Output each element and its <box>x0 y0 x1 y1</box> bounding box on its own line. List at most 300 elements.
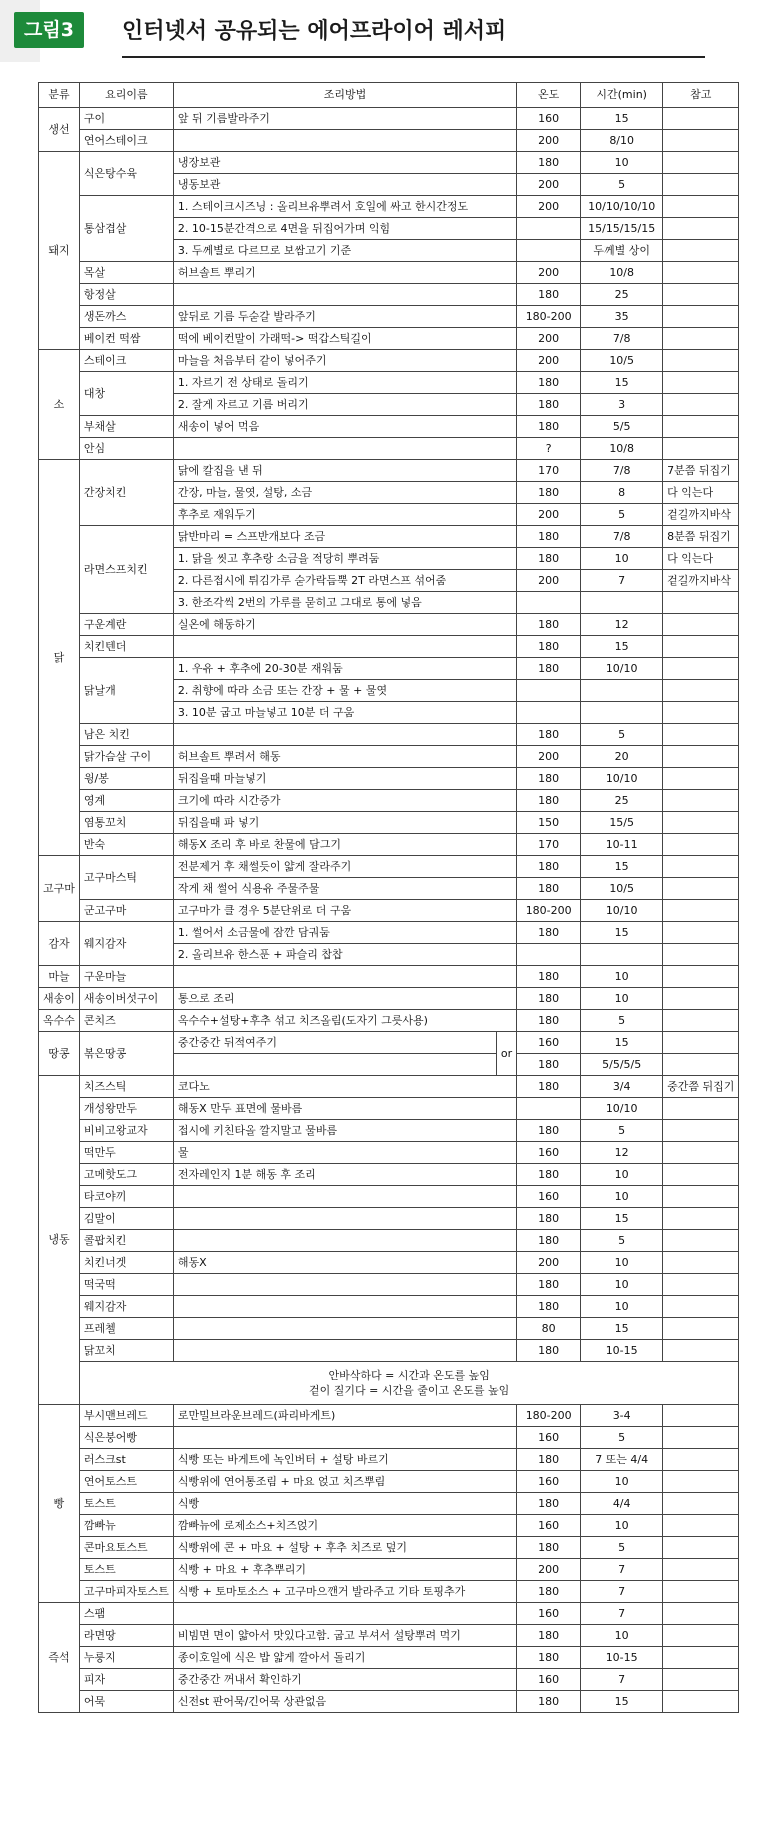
temp-cell: 180 <box>517 1274 581 1296</box>
time-cell: 15 <box>581 372 663 394</box>
table-row <box>39 1230 739 1252</box>
table-row <box>39 1032 739 1054</box>
table-row <box>39 1098 739 1120</box>
note-cell <box>663 1186 739 1208</box>
time-cell: 15 <box>581 856 663 878</box>
method-cell: 접시에 키친타올 깔지말고 물바름 <box>173 1120 516 1142</box>
category-cell: 생선 <box>39 108 80 152</box>
recipe-table-wrap <box>38 82 739 1713</box>
method-cell <box>173 1054 496 1076</box>
note-cell <box>663 614 739 636</box>
note-cell <box>663 350 739 372</box>
method-cell: 3. 두께별로 다르므로 보쌈고기 기준 <box>173 240 516 262</box>
method-cell: 닭에 칼집을 낸 뒤 <box>173 460 516 482</box>
time-cell: 10 <box>581 548 663 570</box>
temp-cell: 200 <box>517 350 581 372</box>
time-cell: 10/10 <box>581 900 663 922</box>
temp-cell: 180 <box>517 1164 581 1186</box>
time-cell: 7/8 <box>581 460 663 482</box>
method-cell <box>173 1427 516 1449</box>
table-row <box>39 1449 739 1471</box>
category-cell: 돼지 <box>39 152 80 350</box>
time-cell: 15/15/15/15 <box>581 218 663 240</box>
recipe-table <box>38 82 739 1713</box>
table-row <box>39 724 739 746</box>
temp-cell: 200 <box>517 1252 581 1274</box>
temp-cell <box>517 240 581 262</box>
note-cell <box>663 856 739 878</box>
table-row <box>39 856 739 878</box>
time-cell: 5/5 <box>581 416 663 438</box>
dish-name-cell: 치즈스틱 <box>79 1076 173 1098</box>
time-cell: 10-15 <box>581 1340 663 1362</box>
dish-name-cell: 비비고왕교자 <box>79 1120 173 1142</box>
note-cell <box>663 1515 739 1537</box>
table-row <box>39 900 739 922</box>
method-cell <box>173 966 516 988</box>
method-cell <box>173 438 516 460</box>
time-cell: 10-15 <box>581 1647 663 1669</box>
dish-name-cell: 부시맨브레드 <box>79 1405 173 1427</box>
dish-name-cell: 대창 <box>79 372 173 416</box>
time-cell: 25 <box>581 790 663 812</box>
note-cell: 중간쯤 뒤집기 <box>663 1076 739 1098</box>
dish-name-cell: 웨지감자 <box>79 922 173 966</box>
note-cell <box>663 1120 739 1142</box>
time-cell: 10 <box>581 966 663 988</box>
dish-name-cell: 연어토스트 <box>79 1471 173 1493</box>
header-category: 분류 <box>39 83 80 108</box>
note-cell <box>663 1427 739 1449</box>
temp-cell: 160 <box>517 1186 581 1208</box>
table-row <box>39 262 739 284</box>
note-cell <box>663 878 739 900</box>
time-cell: 10 <box>581 1515 663 1537</box>
method-cell <box>173 284 516 306</box>
table-row <box>39 1186 739 1208</box>
note-cell <box>663 130 739 152</box>
dish-name-cell: 닭꼬치 <box>79 1340 173 1362</box>
dish-name-cell: 새송이버섯구이 <box>79 988 173 1010</box>
note-cell <box>663 1318 739 1340</box>
method-cell: 비빔면 면이 얇아서 맛있다고함. 굽고 부셔서 설탕뿌려 먹기 <box>173 1625 516 1647</box>
table-row <box>39 284 739 306</box>
temp-cell: 180 <box>517 1537 581 1559</box>
note-cell: 7분쯤 뒤집기 <box>663 460 739 482</box>
method-cell: 냉장보관 <box>173 152 516 174</box>
dish-name-cell: 프레첼 <box>79 1318 173 1340</box>
time-cell: 10 <box>581 1186 663 1208</box>
method-cell: 물 <box>173 1142 516 1164</box>
time-cell: 5 <box>581 724 663 746</box>
temp-cell: 180 <box>517 636 581 658</box>
temp-cell: 80 <box>517 1318 581 1340</box>
temp-cell: 200 <box>517 196 581 218</box>
method-cell: 코다노 <box>173 1076 516 1098</box>
table-header-row <box>39 83 739 108</box>
time-cell: 15 <box>581 636 663 658</box>
dish-name-cell: 라면땅 <box>79 1625 173 1647</box>
method-cell: 식빵 또는 바게트에 녹인버터 + 설탕 바르기 <box>173 1449 516 1471</box>
time-cell: 15 <box>581 1691 663 1713</box>
time-cell: 7 <box>581 1603 663 1625</box>
temp-cell: 180 <box>517 548 581 570</box>
table-row <box>39 636 739 658</box>
table-row <box>39 746 739 768</box>
temp-cell: 180-200 <box>517 306 581 328</box>
temp-cell: 180 <box>517 1054 581 1076</box>
dish-name-cell: 콘마요토스트 <box>79 1537 173 1559</box>
dish-name-cell: 타코야끼 <box>79 1186 173 1208</box>
time-cell: 25 <box>581 284 663 306</box>
time-cell: 10 <box>581 1252 663 1274</box>
temp-cell: 180 <box>517 1208 581 1230</box>
time-cell: 10 <box>581 1625 663 1647</box>
table-row <box>39 328 739 350</box>
temp-cell: 180 <box>517 658 581 680</box>
time-cell: 5 <box>581 504 663 526</box>
time-cell: 10/10 <box>581 1098 663 1120</box>
temp-cell: 160 <box>517 1471 581 1493</box>
time-cell: 12 <box>581 1142 663 1164</box>
note-cell: 겉길까지바삭 <box>663 570 739 592</box>
or-marker: or <box>496 1032 516 1076</box>
note-cell <box>663 812 739 834</box>
note-cell <box>663 152 739 174</box>
note-cell <box>663 702 739 724</box>
dish-name-cell: 윙/봉 <box>79 768 173 790</box>
temp-cell: 160 <box>517 1142 581 1164</box>
note-cell <box>663 416 739 438</box>
temp-cell: 180 <box>517 1230 581 1252</box>
note-cell <box>663 1010 739 1032</box>
method-cell <box>173 1296 516 1318</box>
dish-name-cell: 콘치즈 <box>79 1010 173 1032</box>
tip-row <box>39 1362 739 1405</box>
header-note: 참고 <box>663 83 739 108</box>
dish-name-cell: 염통꼬치 <box>79 812 173 834</box>
time-cell <box>581 944 663 966</box>
dish-name-cell: 고구마스틱 <box>79 856 173 900</box>
temp-cell: 160 <box>517 1669 581 1691</box>
temp-cell: 180 <box>517 856 581 878</box>
dish-name-cell: 구이 <box>79 108 173 130</box>
dish-name-cell: 생돈까스 <box>79 306 173 328</box>
note-cell <box>663 108 739 130</box>
time-cell: 5/5/5/5 <box>581 1054 663 1076</box>
note-cell <box>663 988 739 1010</box>
note-cell <box>663 1142 739 1164</box>
note-cell <box>663 262 739 284</box>
temp-cell: 150 <box>517 812 581 834</box>
method-cell: 고구마가 클 경우 5분단위로 더 구움 <box>173 900 516 922</box>
category-cell: 옥수수 <box>39 1010 80 1032</box>
dish-name-cell: 라면스프치킨 <box>79 526 173 614</box>
table-row <box>39 988 739 1010</box>
table-row <box>39 1340 739 1362</box>
header-time: 시간(min) <box>581 83 663 108</box>
temp-cell: 200 <box>517 1559 581 1581</box>
method-cell: 1. 스테이크시즈닝 : 올리브유뿌려서 호일에 싸고 한시간정도 <box>173 196 516 218</box>
time-cell <box>581 592 663 614</box>
note-cell <box>663 1537 739 1559</box>
time-cell: 15 <box>581 1318 663 1340</box>
method-cell: 3. 한조각씩 2번의 가루를 묻히고 그대로 통에 넣음 <box>173 592 516 614</box>
table-row <box>39 1120 739 1142</box>
temp-cell: 180 <box>517 1647 581 1669</box>
note-cell <box>663 680 739 702</box>
time-cell: 10 <box>581 988 663 1010</box>
table-row <box>39 130 739 152</box>
dish-name-cell: 반숙 <box>79 834 173 856</box>
table-row <box>39 658 739 680</box>
temp-cell: 180 <box>517 394 581 416</box>
dish-name-cell: 연어스테이크 <box>79 130 173 152</box>
time-cell: 10 <box>581 1471 663 1493</box>
note-cell <box>663 394 739 416</box>
dish-name-cell: 피자 <box>79 1669 173 1691</box>
temp-cell <box>517 702 581 724</box>
dish-name-cell: 러스크st <box>79 1449 173 1471</box>
temp-cell: 180 <box>517 526 581 548</box>
time-cell <box>581 702 663 724</box>
dish-name-cell: 누룽지 <box>79 1647 173 1669</box>
dish-name-cell: 토스트 <box>79 1559 173 1581</box>
table-row <box>39 1274 739 1296</box>
category-cell: 냉동 <box>39 1076 80 1405</box>
note-cell <box>663 1098 739 1120</box>
dish-name-cell: 어묵 <box>79 1691 173 1713</box>
method-cell: 3. 10분 굽고 마늘넣고 10분 더 구움 <box>173 702 516 724</box>
dish-name-cell: 식은탕수육 <box>79 152 173 196</box>
method-cell: 2. 올리브유 한스푼 + 파슬리 찹찹 <box>173 944 516 966</box>
time-cell: 15/5 <box>581 812 663 834</box>
table-row <box>39 1427 739 1449</box>
note-cell <box>663 1164 739 1186</box>
dish-name-cell: 식은붕어빵 <box>79 1427 173 1449</box>
temp-cell: 200 <box>517 130 581 152</box>
table-row <box>39 306 739 328</box>
method-cell: 종이호일에 식은 밥 얇게 깔아서 돌리기 <box>173 1647 516 1669</box>
dish-name-cell: 고메핫도그 <box>79 1164 173 1186</box>
method-cell <box>173 1274 516 1296</box>
note-cell <box>663 724 739 746</box>
method-cell: 해동X <box>173 1252 516 1274</box>
dish-name-cell: 안심 <box>79 438 173 460</box>
note-cell <box>663 1581 739 1603</box>
table-row <box>39 1208 739 1230</box>
method-cell <box>173 1603 516 1625</box>
table-row <box>39 1537 739 1559</box>
category-cell: 고구마 <box>39 856 80 922</box>
table-row <box>39 1559 739 1581</box>
time-cell: 10 <box>581 152 663 174</box>
temp-cell: 180 <box>517 966 581 988</box>
temp-cell: 200 <box>517 504 581 526</box>
temp-cell: 160 <box>517 1515 581 1537</box>
table-row <box>39 1076 739 1098</box>
table-row <box>39 1625 739 1647</box>
temp-cell <box>517 680 581 702</box>
dish-name-cell: 남은 치킨 <box>79 724 173 746</box>
table-row <box>39 1164 739 1186</box>
table-row <box>39 1471 739 1493</box>
time-cell: 5 <box>581 174 663 196</box>
note-cell <box>663 1274 739 1296</box>
note-cell <box>663 746 739 768</box>
temp-cell: 180 <box>517 1581 581 1603</box>
note-cell: 겉길까지바삭 <box>663 504 739 526</box>
method-cell: 옥수수+설탕+후추 섞고 치즈올림(도자기 그릇사용) <box>173 1010 516 1032</box>
method-cell: 냉동보관 <box>173 174 516 196</box>
temp-cell: 200 <box>517 262 581 284</box>
time-cell: 12 <box>581 614 663 636</box>
table-row <box>39 1493 739 1515</box>
method-cell: 1. 우유 + 후추에 20-30분 재워둠 <box>173 658 516 680</box>
temp-cell: 180-200 <box>517 900 581 922</box>
temp-cell <box>517 592 581 614</box>
time-cell: 20 <box>581 746 663 768</box>
method-cell: 해동X 만두 표면에 물바름 <box>173 1098 516 1120</box>
method-cell: 떡에 베이컨말이 가래떡-> 떡갑스틱길이 <box>173 328 516 350</box>
temp-cell: 180-200 <box>517 1405 581 1427</box>
temp-cell <box>517 1098 581 1120</box>
temp-cell: 180 <box>517 1120 581 1142</box>
note-cell <box>663 1230 739 1252</box>
table-row <box>39 1691 739 1713</box>
temp-cell: 180 <box>517 482 581 504</box>
time-cell: 4/4 <box>581 1493 663 1515</box>
temp-cell: 180 <box>517 724 581 746</box>
time-cell: 15 <box>581 108 663 130</box>
time-cell: 7 또는 4/4 <box>581 1449 663 1471</box>
temp-cell: 180 <box>517 922 581 944</box>
time-cell: 10 <box>581 1164 663 1186</box>
note-cell: 8분쯤 뒤집기 <box>663 526 739 548</box>
method-cell: 통으로 조리 <box>173 988 516 1010</box>
note-cell <box>663 1493 739 1515</box>
table-row <box>39 1252 739 1274</box>
dish-name-cell: 고구마피자토스트 <box>79 1581 173 1603</box>
method-cell: 신전st 판어묵/긴어묵 상관없음 <box>173 1691 516 1713</box>
category-cell: 소 <box>39 350 80 460</box>
time-cell: 10/10 <box>581 768 663 790</box>
temp-cell: 180 <box>517 152 581 174</box>
method-cell: 닭반마리 = 스프반개보다 조금 <box>173 526 516 548</box>
note-cell <box>663 966 739 988</box>
temp-cell: 200 <box>517 570 581 592</box>
temp-cell: 180 <box>517 1625 581 1647</box>
dish-name-cell: 김말이 <box>79 1208 173 1230</box>
method-cell <box>173 1208 516 1230</box>
time-cell: 7/8 <box>581 328 663 350</box>
time-cell: 10/10 <box>581 658 663 680</box>
note-cell <box>663 1252 739 1274</box>
method-cell: 2. 잘게 자르고 기름 버리기 <box>173 394 516 416</box>
temp-cell: 180 <box>517 768 581 790</box>
temp-cell: 180 <box>517 988 581 1010</box>
temp-cell: 180 <box>517 1493 581 1515</box>
method-cell <box>173 1340 516 1362</box>
table-row <box>39 1603 739 1625</box>
temp-cell: 200 <box>517 328 581 350</box>
method-cell: 앞 뒤 기름발라주기 <box>173 108 516 130</box>
temp-cell: 180 <box>517 1076 581 1098</box>
time-cell: 5 <box>581 1230 663 1252</box>
note-cell <box>663 1208 739 1230</box>
tip-line: 겉이 질기다 = 시간을 줄이고 온도를 높임 <box>309 1384 510 1397</box>
method-cell: 간장, 마늘, 물엿, 설탕, 소금 <box>173 482 516 504</box>
temp-cell: 180 <box>517 1010 581 1032</box>
temp-cell: 180 <box>517 1296 581 1318</box>
method-cell: 뒤집을때 파 넣기 <box>173 812 516 834</box>
category-cell: 마늘 <box>39 966 80 988</box>
table-row <box>39 526 739 548</box>
method-cell: 로만밀브라운브레드(파리바게트) <box>173 1405 516 1427</box>
note-cell <box>663 240 739 262</box>
time-cell: 5 <box>581 1537 663 1559</box>
time-cell: 10-11 <box>581 834 663 856</box>
note-cell <box>663 1032 739 1054</box>
method-cell: 중간중간 뒤적여주기 <box>173 1032 496 1054</box>
time-cell: 3/4 <box>581 1076 663 1098</box>
method-cell: 마늘을 처음부터 같이 넣어주기 <box>173 350 516 372</box>
time-cell: 10/5 <box>581 350 663 372</box>
method-cell: 허브솔트 뿌리기 <box>173 262 516 284</box>
table-row <box>39 1515 739 1537</box>
dish-name-cell: 깜빠뉴 <box>79 1515 173 1537</box>
temp-cell: ? <box>517 438 581 460</box>
time-cell: 8/10 <box>581 130 663 152</box>
category-cell: 빵 <box>39 1405 80 1603</box>
table-row <box>39 152 739 174</box>
time-cell: 15 <box>581 1208 663 1230</box>
figure-title: 인터넷서 공유되는 에어프라이어 레서피 <box>122 19 507 44</box>
note-cell <box>663 592 739 614</box>
figure-badge: 그림3 <box>14 12 84 48</box>
dish-name-cell: 베이컨 떡쌈 <box>79 328 173 350</box>
temp-cell: 180 <box>517 372 581 394</box>
dish-name-cell: 부채살 <box>79 416 173 438</box>
table-row <box>39 1318 739 1340</box>
method-cell: 식빵 + 마요 + 후추뿌리기 <box>173 1559 516 1581</box>
temp-cell: 180 <box>517 1340 581 1362</box>
time-cell: 10/10/10/10 <box>581 196 663 218</box>
note-cell <box>663 1669 739 1691</box>
time-cell: 10/8 <box>581 262 663 284</box>
time-cell: 10 <box>581 1296 663 1318</box>
time-cell: 3 <box>581 394 663 416</box>
note-cell <box>663 174 739 196</box>
note-cell: 다 익는다 <box>663 548 739 570</box>
dish-name-cell: 스팸 <box>79 1603 173 1625</box>
dish-name-cell: 볶은땅콩 <box>79 1032 173 1076</box>
time-cell: 3-4 <box>581 1405 663 1427</box>
dish-name-cell: 떡국떡 <box>79 1274 173 1296</box>
dish-name-cell: 치킨텐더 <box>79 636 173 658</box>
note-cell <box>663 900 739 922</box>
note-cell <box>663 1647 739 1669</box>
note-cell <box>663 218 739 240</box>
time-cell: 8 <box>581 482 663 504</box>
temp-cell: 200 <box>517 174 581 196</box>
table-row <box>39 614 739 636</box>
table-row <box>39 812 739 834</box>
dish-name-cell: 닭날개 <box>79 658 173 724</box>
temp-cell: 200 <box>517 746 581 768</box>
note-cell <box>663 284 739 306</box>
method-cell <box>173 130 516 152</box>
